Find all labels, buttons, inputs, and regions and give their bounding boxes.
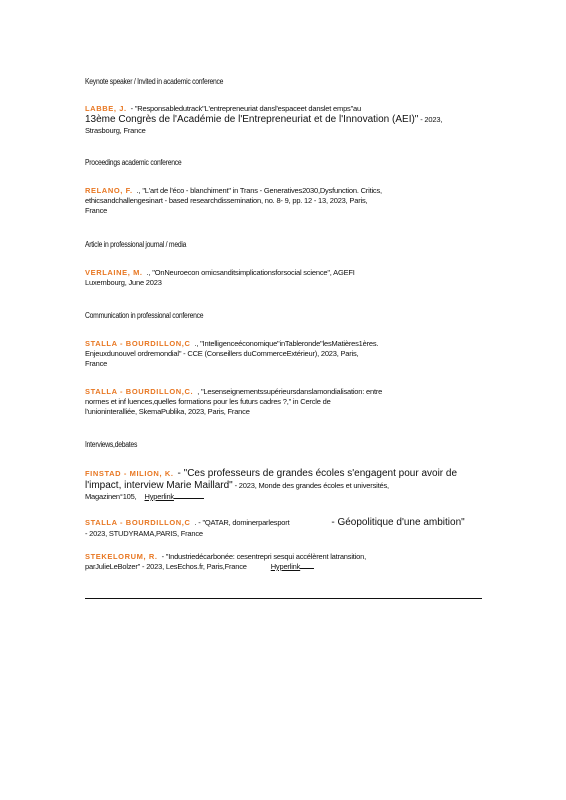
entry-stalla-1-line2: Enjeuxdunouvel ordremondial" - CCE (Conseillers duCommerceExtérieur), 2023, Paris, <box>85 349 359 358</box>
entry-finstad-line1: - "Ces professeurs de grandes écoles s'engagent pour avoir de <box>177 468 458 479</box>
section-heading-proceedings: Proceedings academic conference <box>85 158 182 167</box>
author-labbe: LABBE, J. <box>85 104 127 113</box>
author-relano: RELANO, F. <box>85 186 133 195</box>
author-stekelorum: STEKELORUM, R. <box>85 552 158 561</box>
entry-stalla-1-line1: ., "Intelligenceéconomique"inTableronde"lesMatières1ères. <box>194 339 379 348</box>
entry-finstad <box>85 468 475 502</box>
entry-labbe-line3: Strasbourg, France <box>85 126 146 135</box>
entry-verlaine <box>85 268 475 288</box>
entry-labbe <box>85 104 475 136</box>
hyperlink-stekelorum[interactable]: Hyperlink <box>270 562 301 571</box>
entry-stalla-2-line1: , "Lesenseignementssupérieursdanslamondialisation: entre <box>197 387 383 396</box>
author-stalla-1: STALLA - BOURDILLON,C <box>85 339 191 348</box>
section-heading-article: Article in professional journal / media <box>85 240 187 249</box>
entry-stalla-1-line3: France <box>85 359 108 368</box>
entry-stekelorum-line2: parJulieLeBolzer" - 2023, LesEchos.fr, Paris,France <box>85 562 247 571</box>
section-heading-interviews: Interviews,debates <box>85 440 138 449</box>
entry-stalla-3-line2: - 2023, STUDYRAMA,PARIS, France <box>85 529 203 538</box>
entry-relano-line3: France <box>85 206 108 215</box>
entry-stekelorum <box>85 552 475 572</box>
entry-finstad-line2-tail: - 2023, Monde des grandes écoles et universités, <box>234 481 389 490</box>
author-finstad: FINSTAD - MILION, K. <box>85 469 174 478</box>
entry-labbe-line1: - "Responsabledutrack"L'entrepreneuriat dansl'espaceet danslet emps"au <box>130 104 361 113</box>
entry-stalla-1 <box>85 339 475 369</box>
section-heading-communication: Communication in professional conference <box>85 311 204 320</box>
entry-relano <box>85 186 475 216</box>
entry-verlaine-line2: Luxembourg, June 2023 <box>85 278 162 287</box>
hyperlink-underline <box>174 497 204 499</box>
entry-labbe-line2: 13ème Congrès de l'Académie de l'Entrepreneuriat et de l'Innovation (AEI)" <box>85 114 419 125</box>
entry-stalla-3 <box>85 517 475 539</box>
entry-stekelorum-line1: - "Industriedécarbonée: cesentrepri sesqui accélèrent latransition, <box>161 552 366 561</box>
entry-stalla-2 <box>85 387 475 417</box>
entry-finstad-line3: Magazinen°105, <box>85 492 137 501</box>
entry-stalla-3-line1-tail: - Géopolitique d'une ambition" <box>331 517 465 528</box>
horizontal-rule <box>85 598 482 599</box>
entry-stalla-2-line3: l'unioninteralliée, SkemaPublika, 2023, Paris, France <box>85 407 250 416</box>
entry-stalla-3-line1: . - "QATAR, dominerparlesport <box>194 518 290 527</box>
entry-relano-line1: ., "L'art de l'éco - blanchiment" in Trans - Generatives2030,Dysfunction. Critics, <box>136 186 382 195</box>
entry-finstad-line2: l'impact, interview Marie Maillard" <box>85 480 233 491</box>
author-stalla-2: STALLA - BOURDILLON,C. <box>85 387 194 396</box>
hyperlink-underline <box>300 567 314 569</box>
section-heading-keynote: Keynote speaker / Invited in academic conference <box>85 77 224 86</box>
hyperlink-finstad[interactable]: Hyperlink <box>144 492 174 501</box>
entry-verlaine-line1: ., "OnNeuroecon omicsanditsimplicationsforsocial science", AGEFI <box>146 268 355 277</box>
entry-relano-line2: ethicsandchallengesinart - based researchdissemination, no. 8- 9, pp. 12 - 13, 2023, Paris, <box>85 196 368 205</box>
author-verlaine: VERLAINE, M. <box>85 268 143 277</box>
entry-labbe-line2-tail: - 2023, <box>420 115 443 124</box>
author-stalla-3: STALLA - BOURDILLON,C <box>85 518 191 527</box>
entry-stalla-2-line2: normes et inf luences,quelles formations pour les futurs cadres ?," in Cercle de <box>85 397 331 406</box>
